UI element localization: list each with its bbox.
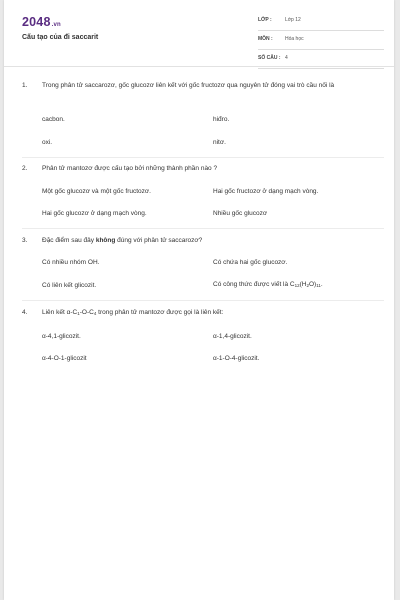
answer-option-b[interactable]: Có chứa hai gốc glucozơ. <box>213 259 288 266</box>
answer-option-c[interactable]: Hai gốc glucozơ ở dạng mạch vòng. <box>42 210 147 217</box>
meta-value: Lớp 12 <box>285 17 301 23</box>
answer-option-d[interactable]: nitơ. <box>213 139 226 146</box>
meta-label: SỐ CÂU : <box>258 55 281 61</box>
meta-label: MÔN : <box>258 36 273 42</box>
question-3 <box>22 236 384 246</box>
question-text-part: -O-C <box>79 309 94 316</box>
logo-suffix: .vn <box>51 22 61 28</box>
question-divider <box>22 300 384 301</box>
answer-option-a[interactable]: Có nhiều nhóm OH. <box>42 259 100 266</box>
answer-option-a[interactable]: Một gốc glucozơ và một gốc fructozơ. <box>42 188 151 195</box>
answer-option-d[interactable]: Nhiều gốc glucozơ <box>213 210 268 217</box>
answer-option-b[interactable]: Hai gốc fructozơ ở dạng mạch vòng. <box>213 188 319 195</box>
formula-text: O) <box>309 281 317 288</box>
question-text-part: đúng với phân tử saccarozơ? <box>115 237 203 244</box>
question-2 <box>22 164 384 174</box>
meta-info <box>258 15 384 72</box>
answer-option-b[interactable]: hiđro. <box>213 116 230 123</box>
worksheet-page <box>4 0 394 600</box>
question-1 <box>22 81 384 103</box>
logo-text: 2048 <box>22 15 51 29</box>
formula-subscript: 2 <box>306 283 309 288</box>
formula-subscript: 1 <box>77 311 80 316</box>
question-divider <box>22 157 384 158</box>
answer-option-c[interactable]: α-4-O-1-glicozit <box>42 355 87 362</box>
answer-option-b[interactable]: α-1,4-glicozit. <box>213 333 252 340</box>
question-text: Phân tử mantozơ được cấu tạo bởi những thành phần nào ? <box>42 165 218 172</box>
formula-text: (H <box>299 281 307 288</box>
question-text: Trong phân tử saccarozơ, gốc glucozơ liên kết với gốc fructozơ qua nguyên tử đóng vai trò cầu nối là <box>42 82 335 89</box>
question-emphasis: không <box>95 237 116 244</box>
question-4 <box>22 308 384 318</box>
question-text-part: Liên kết α-C <box>42 309 78 316</box>
question-text-part: trong phân tử mantozơ được gọi là liên kết: <box>96 309 224 316</box>
question-number: 1. <box>22 82 28 89</box>
answer-option-c[interactable]: oxi. <box>42 139 53 146</box>
meta-class-row <box>258 15 384 31</box>
question-text-part: Đặc điểm sau đây <box>42 237 96 244</box>
question-number: 3. <box>22 237 28 244</box>
answer-option-d[interactable]: α-1-O-4-glicozit. <box>213 355 260 362</box>
meta-value: Hóa học <box>285 36 304 42</box>
answer-option-a[interactable]: α-4,1-glicozit. <box>42 333 81 340</box>
meta-label: LỚP : <box>258 17 272 23</box>
answer-option-c[interactable]: Có liên kết glicozit. <box>42 282 97 289</box>
question-number: 2. <box>22 165 28 172</box>
meta-subject-row <box>258 34 384 50</box>
question-text <box>42 236 382 246</box>
formula-subscript: 4 <box>93 311 97 316</box>
formula-text: Có công thức được viết là C <box>213 281 295 288</box>
question-divider <box>22 228 384 229</box>
question-text <box>42 308 382 319</box>
meta-value: 4 <box>285 55 288 61</box>
formula-subscript: 11 <box>316 283 321 288</box>
header-divider <box>4 66 394 67</box>
formula-subscript: 12 <box>294 283 300 288</box>
worksheet-title: Cấu tạo của đi saccarit <box>22 34 99 41</box>
question-number: 4. <box>22 309 28 316</box>
answer-option-d[interactable] <box>213 280 323 290</box>
answer-option-a[interactable]: cacbon. <box>42 116 65 123</box>
formula-text: . <box>320 281 323 288</box>
site-logo[interactable] <box>22 15 61 29</box>
